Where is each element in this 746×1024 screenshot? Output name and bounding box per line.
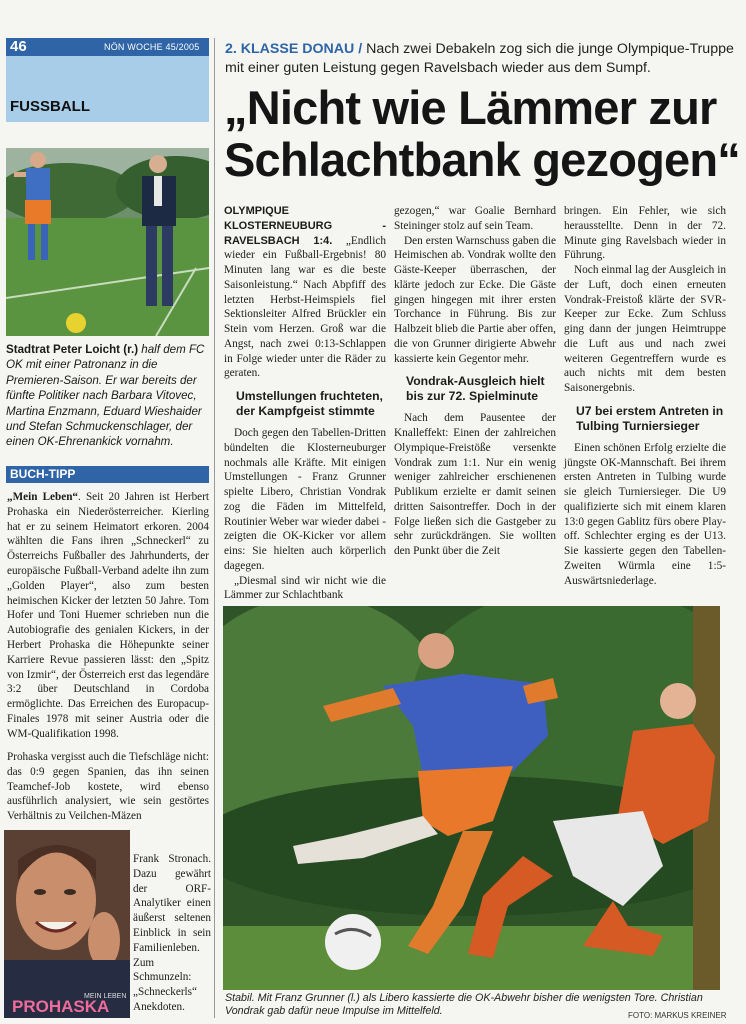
- book-cover: [4, 830, 130, 1018]
- column2-para-1: gezogen,“ war Goalie Bernhard Steininger stolz auf sein Team.: [394, 205, 556, 232]
- cover-subtitle: MEIN LEBEN: [84, 993, 127, 1000]
- photo1-caption: [6, 342, 210, 450]
- article-column-1: [224, 204, 386, 603]
- subhead-3: U7 bei erstem Antreten in Tulbing Turniersieger: [576, 403, 724, 433]
- photo2-caption: Stabil. Mit Franz Grunner (l.) als Libero kassierte die OK-Abwehr bisher die wenigsten Tore. Christian Vondrak gab dafür neue Impulse im Mittelfeld.: [225, 992, 703, 1017]
- headline-line-2: Schlachtbank gezogen“: [224, 133, 740, 186]
- caption-bold: Stadtrat Peter Loicht (r.): [6, 343, 139, 356]
- match-result: OLYMPIQUE KLOSTERNEUBURG - RAVELSBACH 1:4.: [224, 205, 386, 247]
- column3-para-3: Einen schönen Erfolg erzielte die jüngste OK-Mannschaft. Bei ihrem ersten Antreten in Tulbing wurde sie gleich Turniersieger. Die U9 qualifizierte sich mit einem klaren 13:0 gegen Gablitz fürs obere Play-off. Schlechter erging es der U13. Sie kassierte gegen den Tabellen-Zweiten Würmla eine 1:5-Auswärtsniederlage.: [564, 441, 726, 587]
- issue-label: NÖN WOCHE 45/2005: [104, 42, 200, 52]
- article-body: [224, 204, 744, 604]
- article-headline: [224, 82, 744, 186]
- column2-para-2: Den ersten Warnschuss gaben die Heimischen ab. Vondrak wollte den Gäste-Keeper überraschen, der klärte jedoch zur Ecke. Die Gäste gingen hingegen mit ihrer ersten Torchance in Führung. Bis zur Halbzeit blieb die Partie aber offen, die von Grunner dirigierte Abwehr kassierte kein Gegentor mehr.: [394, 234, 556, 365]
- subhead-1: Umstellungen fruchteten, der Kampfgeist stimmte: [236, 389, 383, 418]
- article-column-2: [394, 204, 556, 559]
- article-kicker: [225, 40, 740, 78]
- column1-para-1: [224, 204, 386, 381]
- c1-p1: „Endlich wieder ein Fußball-Ergebnis! 80 Minuten lang war es die beste Saisonleistung.“ Nach Abpfiff des letzten Herbst-Heimspiels fiel Sektionsleiter Alfred Brückler ein Stein vom Herzen. Groß war die Angst, nach zwei 0:13-Schlappen in Folge wieder unter die Räder zu geraten.: [224, 234, 386, 380]
- kicker-text: Nach zwei Debakeln zog sich die junge Olympique-Truppe mit einer guten Leistung gegen Ravelsbach wieder aus dem Sumpf.: [225, 41, 734, 76]
- column-divider: [214, 38, 215, 1018]
- buch-tipp-text: [7, 490, 209, 742]
- headline-line-1: „Nicht wie Lämmer zur: [224, 81, 717, 134]
- book-title: „Mein Leben“: [7, 491, 79, 503]
- kicker-label: 2. KLASSE DONAU /: [225, 41, 363, 57]
- column1-para-2: Doch gegen den Tabellen-Dritten bündelten die Klosterneuburger nochmals alle Kräfte. Mit einigen Umstellungen - Franz Grunner spielte Libero, Christian Vondrak zog die Fäden im Mittelfeld, Routinier Weber war wieder dabei - zeigten die OK-Kicker vor allem eins: Sie hielten auch körperlich dagegen.: [224, 427, 386, 572]
- page-number: 46: [10, 38, 27, 55]
- article-column-3: [564, 204, 726, 588]
- buch-p1: . Seit 20 Jahren ist Herbert Prohaska ein Niederösterreicher. Kierling hat er zu seinem Heimatort erkoren. 2004 wählten die Fans ihren „Schneckerl“ zu Österreichs Fußballer des Jahrhunderts, der europäische Fußball-Verband adelte ihn zum „Golden Player“, also zum besten heimischen Kicker der letzten 50 Jahre. Tom Hofer und Toni Huemer schrieben nun die Autobiografie des genialen Kickers, in der Herbert Prohaska die Höhepunkte seiner Karriere Revue passieren lässt: den „Spitz von Izmir“, der Österreich erst das legendäre 3:2 über Deutschland in Cordoba ermöglichte. Das Erreichen des Europacup-Finales 1978 mit seiner Austria oder die WM-Qualifikation 1998.: [7, 491, 209, 740]
- buch-tipp-label: BUCH-TIPP: [10, 467, 76, 481]
- subhead-2: Vondrak-Ausgleich hielt bis zur 72. Spielminute: [406, 374, 545, 404]
- column3-para-1: bringen. Ein Fehler, wie sich herausstellte. Denn in der 72. Minute ging Ravelsbach wieder in Führung.: [564, 205, 726, 262]
- caption-text: half dem FC OK mit einer Patronanz in die Premieren-Saison. Er war bereits der fünfte Politiker nach Barbara Vitovec, Martina Enzmann, Eduard Wieshaider und Stefan Schmuckenschlager, der einen OK-Ehrenankick vornahm.: [6, 343, 205, 449]
- column3-para-2: Noch einmal lag der Ausgleich in der Luft, doch einen erneuten Vondrak-Freistoß klärte der SVR-Keeper zur Ecke. Zum Schluss ging dann der jungen Heimtruppe die Luft aus und nach zwei weiteren Gegentreffern wurde es auch nichts mit dem besten Saisonergebnis.: [564, 264, 726, 394]
- photo-politician-kickoff: [6, 148, 209, 336]
- buch-tipp-text-3: Frank Stronach. Dazu gewährt der ORF-Analytiker einen äußerst seltenen Einblick in sein Familienleben. Zum Schmunzeln: „Schneckerls“ Anekdoten.: [133, 853, 211, 1013]
- section-title: FUSSBALL: [10, 98, 90, 115]
- photo-credit: FOTO: MARKUS KREINER: [628, 1011, 727, 1020]
- buch-tipp-text-2: Prohaska vergisst auch die Tiefschläge nicht: das 0:9 gegen Spanien, das ihn seinen Teamchef-Job kostete, wird ebenso ausführlich analysiert, wie sein gestörtes Verhältnis zu Veilchen-Mäzen: [7, 751, 209, 823]
- column2-para-3: Nach dem Pausentee der Knalleffekt: Einen der zahlreichen Olympique-Freistöße versenkte Vondrak zum 1:1. Nur ein wenig weniger zahlreicher erschienenen Publikum erzielte er damit seinen dritten Saisontreffer. Doch in der Folge ließen sich die Gastgeber zu sehr zurückdrängen. Sie wollten den Punkt über die Zeit: [394, 412, 556, 557]
- cover-name: PROHASKA: [12, 997, 110, 1016]
- column1-para-3: „Diesmal sind wir nicht wie die Lämmer zur Schlachtbank: [224, 574, 386, 602]
- photo-match-action: [223, 606, 720, 990]
